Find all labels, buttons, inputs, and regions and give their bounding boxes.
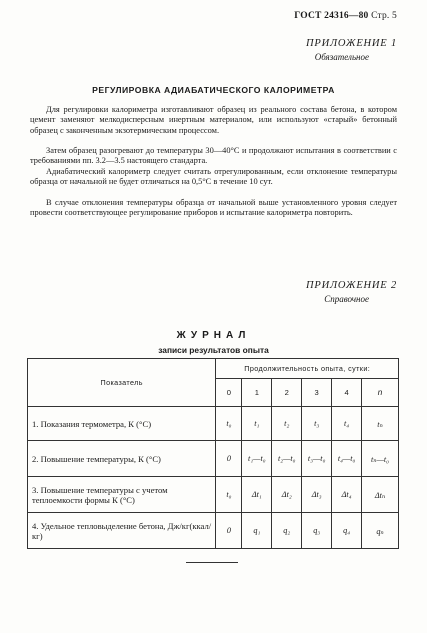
- journal-title: ЖУРНАЛ: [176, 330, 251, 341]
- row-label: 3. Повышение температуры с учетом теплоемкости формы К (°С): [28, 477, 216, 513]
- day-header: 1: [242, 379, 272, 407]
- page-header: [294, 11, 397, 21]
- table-cell: t₁: [242, 407, 272, 441]
- row-label: 2. Повышение температуры, К (°С): [28, 441, 216, 477]
- day-header: 0: [216, 379, 242, 407]
- table-cell: q₁: [242, 513, 272, 549]
- table-cell: 0: [216, 441, 242, 477]
- table-cell: 0: [216, 513, 242, 549]
- day-header: 3: [302, 379, 332, 407]
- end-divider: [186, 562, 238, 563]
- page-number: Стр. 5: [371, 11, 397, 21]
- section-title: РЕГУЛИРОВКА АДИАБАТИЧЕСКОГО КАЛОРИМЕТРА: [92, 85, 335, 95]
- table-cell: q₄: [332, 513, 362, 549]
- day-header: 4: [332, 379, 362, 407]
- table-cell: q₃: [302, 513, 332, 549]
- table-cell: tₙ—t₀: [362, 441, 399, 477]
- row-label: 1. Показания термометра, К (°С): [28, 407, 216, 441]
- table-cell: t₂: [272, 407, 302, 441]
- table-cell: t₀: [216, 477, 242, 513]
- table-cell: tₙ: [362, 407, 399, 441]
- journal-table: [27, 358, 399, 549]
- table-row: [28, 407, 399, 441]
- table-cell: Δt₄: [332, 477, 362, 513]
- appendix2-title: ПРИЛОЖЕНИЕ 2: [306, 280, 397, 291]
- table-row: [28, 441, 399, 477]
- table-cell: t₄: [332, 407, 362, 441]
- table-cell: q₂: [272, 513, 302, 549]
- table-cell: qₙ: [362, 513, 399, 549]
- table-row: [28, 513, 399, 549]
- row-label: 4. Удельное тепловыделение бетона, Дж/кг(ккал/кг): [28, 513, 216, 549]
- day-header: n: [362, 379, 399, 407]
- table-cell: Δt₃: [302, 477, 332, 513]
- table-cell: t₀: [216, 407, 242, 441]
- paragraph-1: Для регулировки калориметра изготавливают образец из реального состава бетона, в котором цемент заменяют мелкодисперсным инертным материалом, или используют «старый» бетонный образец с законченным экзотермическим процессом.: [30, 105, 397, 135]
- table-row: [28, 477, 399, 513]
- standard-code: ГОСТ 24316—80: [294, 11, 369, 21]
- table-cell: Δtₙ: [362, 477, 399, 513]
- appendix2-subtitle: Справочное: [324, 294, 369, 304]
- table-cell: t₄—t₀: [332, 441, 362, 477]
- column-header-indicator: Показатель: [28, 359, 216, 407]
- table-cell: t₃: [302, 407, 332, 441]
- journal-subtitle: записи результатов опыта: [158, 345, 269, 355]
- table-cell: t₂—t₀: [272, 441, 302, 477]
- paragraph-4: В случае отклонения температуры образца от начальной выше установленного уровня следует провести соответствующее регулирование приборов и испытание калориметра повторить.: [30, 198, 397, 218]
- table-cell: Δt₂: [272, 477, 302, 513]
- table-cell: t₁—t₀: [242, 441, 272, 477]
- appendix1-subtitle: Обязательное: [314, 52, 369, 62]
- appendix1-title: ПРИЛОЖЕНИЕ 1: [306, 38, 397, 49]
- table-cell: Δt₁: [242, 477, 272, 513]
- paragraph-3: Адиабатический калориметр следует считать отрегулированным, если отклонение температуры образца от начальной не будет отличаться на 0,5°С в течение 10 сут.: [30, 167, 397, 187]
- table-cell: t₃—t₀: [302, 441, 332, 477]
- paragraph-2: Затем образец разогревают до температуры 30—40°С и продолжают испытания в соответствии с требованиями пп. 3.2—3.5 настоящего стандарта.: [30, 146, 397, 166]
- column-header-duration: Продолжительность опыта, сутки:: [216, 359, 399, 379]
- day-header: 2: [272, 379, 302, 407]
